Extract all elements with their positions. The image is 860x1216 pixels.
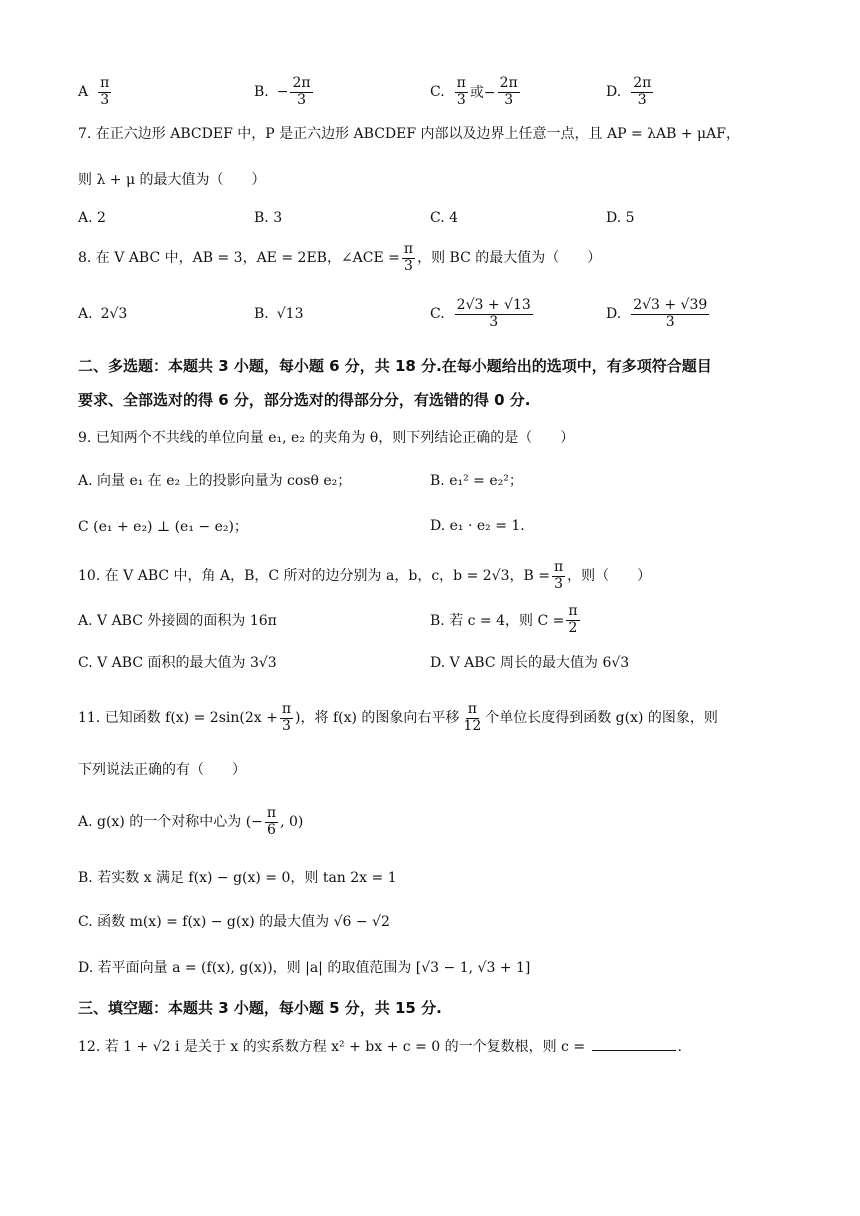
fraction: $\frac{\pi}{3}$ bbox=[281, 701, 292, 734]
q11-option-a[interactable]: A. g(x) 的一个对称中心为 (− $\frac{\pi}{6}$ , 0) bbox=[78, 805, 304, 838]
answer-blank[interactable] bbox=[592, 1036, 676, 1051]
fraction: $\frac{2\pi}{3}$ bbox=[633, 75, 652, 108]
q6-options bbox=[78, 68, 798, 116]
fraction: $\frac{\pi}{6}$ bbox=[266, 805, 277, 838]
q11-stem-line2: 下列说法正确的有（ ） bbox=[78, 762, 246, 778]
q12-stem: 12. 若 1 + √2 i 是关于 x 的实系数方程 x² + bx + c = 0 的一个复数根，则 c = . bbox=[78, 1036, 800, 1057]
q7-stem-line2: 则 λ + μ 的最大值为（ ） bbox=[78, 172, 266, 188]
section2-heading-line2: 要求、全部选对的得 6 分，部分选对的得部分分，有选错的得 0 分. bbox=[78, 391, 531, 409]
q6-option-b[interactable]: B. − $\frac{2\pi}{3}$ bbox=[254, 75, 311, 108]
q11-option-b[interactable]: B. 若实数 x 满足 f(x) − g(x) = 0，则 tan 2x = 1 bbox=[78, 870, 397, 886]
q10-option-a[interactable]: A. V ABC 外接圆的面积为 16π bbox=[78, 613, 277, 629]
q10-option-d[interactable]: D. V ABC 周长的最大值为 6√3 bbox=[430, 655, 630, 671]
q11-option-d[interactable]: D. 若平面向量 a = (f(x), g(x))，则 |a| 的取值范围为 [√3 − 1, √3 + 1] bbox=[78, 960, 531, 976]
q8-option-d[interactable]: D. $\frac{2√3 + √39}{3}$ bbox=[606, 297, 708, 330]
fraction: $\frac{\pi}{3}$ bbox=[456, 75, 466, 108]
q11-option-c[interactable]: C. 函数 m(x) = f(x) − g(x) 的最大值为 √6 − √2 bbox=[78, 914, 390, 930]
q6-option-c[interactable]: C. $\frac{\pi}{3}$ 或− $\frac{2\pi}{3}$ bbox=[430, 75, 518, 108]
fraction: $\frac{2\pi}{3}$ bbox=[499, 75, 518, 108]
fraction: $\frac{2\pi}{3}$ bbox=[292, 75, 311, 108]
q10-options-row2 bbox=[78, 642, 798, 682]
fraction: $\frac{2√3 + √39}{3}$ bbox=[633, 297, 708, 330]
fraction: $\frac{\pi}{3}$ bbox=[100, 75, 110, 108]
fraction: $\frac{\pi}{2}$ bbox=[568, 603, 578, 636]
q9-option-d[interactable]: D. e₁ · e₂ = 1. bbox=[430, 518, 525, 534]
fraction: $\frac{\pi}{3}$ bbox=[403, 241, 414, 274]
q10-option-b[interactable]: B. 若 c = 4，则 C = $\frac{\pi}{2}$ bbox=[430, 603, 578, 636]
section2-heading-line1: 二、多选题：本题共 3 小题，每小题 6 分，共 18 分.在每小题给出的选项中，有多项符合题目 bbox=[78, 357, 712, 375]
q8-option-c[interactable]: C. $\frac{2√3 + √13}{3}$ bbox=[430, 297, 531, 330]
section3-heading: 三、填空题：本题共 3 小题，每小题 5 分，共 15 分. bbox=[78, 999, 442, 1017]
q6-option-a[interactable]: A $\frac{\pi}{3}$ bbox=[78, 75, 110, 108]
q9-options-row2 bbox=[78, 506, 798, 546]
q8-option-b[interactable]: B. √13 bbox=[254, 306, 304, 322]
q11-stem-line1: 11. 已知函数 f(x) = 2sin(2x + $\frac{\pi}{3}$ )，将 f(x) 的图象向右平移 $\frac{\pi}{12}$ 个单位长度得到函数 g(x) 的图象，则 bbox=[78, 701, 718, 734]
q7-stem-line1: 7. 在正六边形 ABCDEF 中，P 是正六边形 ABCDEF 内部以及边界上任意一点，且 AP = λAB + μAF， bbox=[78, 126, 740, 142]
q7-options bbox=[78, 194, 798, 242]
q10-option-c[interactable]: C. V ABC 面积的最大值为 3√3 bbox=[78, 655, 277, 671]
fraction: $\frac{\pi}{12}$ bbox=[463, 701, 482, 734]
fraction: $\frac{\pi}{3}$ bbox=[553, 559, 564, 592]
fraction: $\frac{2√3 + √13}{3}$ bbox=[456, 297, 531, 330]
q9-stem: 9. 已知两个不共线的单位向量 e₁, e₂ 的夹角为 θ，则下列结论正确的是（ ） bbox=[78, 430, 575, 446]
q9-options-row1 bbox=[78, 460, 798, 500]
q9-option-b[interactable]: B. e₁² = e₂²； bbox=[430, 473, 523, 489]
q10-options-row1 bbox=[78, 596, 798, 644]
q9-option-a[interactable]: A. 向量 e₁ 在 e₂ 上的投影向量为 cosθ e₂； bbox=[78, 473, 352, 489]
q8-stem: 8. 在 V ABC 中，AB = 3，AE = 2EB，∠ACE = $\frac{\pi}{3}$ ，则 BC 的最大值为（ ） bbox=[78, 241, 602, 274]
q8-option-a[interactable]: A. 2√3 bbox=[78, 306, 128, 322]
q7-option-d[interactable]: D. 5 bbox=[606, 210, 635, 226]
q7-option-c[interactable]: C. 4 bbox=[430, 210, 459, 226]
q6-option-d[interactable]: D. $\frac{2\pi}{3}$ bbox=[606, 75, 652, 108]
q7-option-a[interactable]: A. 2 bbox=[78, 210, 106, 226]
q8-options bbox=[78, 290, 798, 338]
q9-option-c[interactable]: C (e₁ + e₂) ⊥ (e₁ − e₂)； bbox=[78, 519, 248, 535]
q10-stem: 10. 在 V ABC 中，角 A，B，C 所对的边分别为 a，b，c，b = 2√3，B = $\frac{\pi}{3}$ ，则（ ） bbox=[78, 559, 652, 592]
q7-option-b[interactable]: B. 3 bbox=[254, 210, 283, 226]
